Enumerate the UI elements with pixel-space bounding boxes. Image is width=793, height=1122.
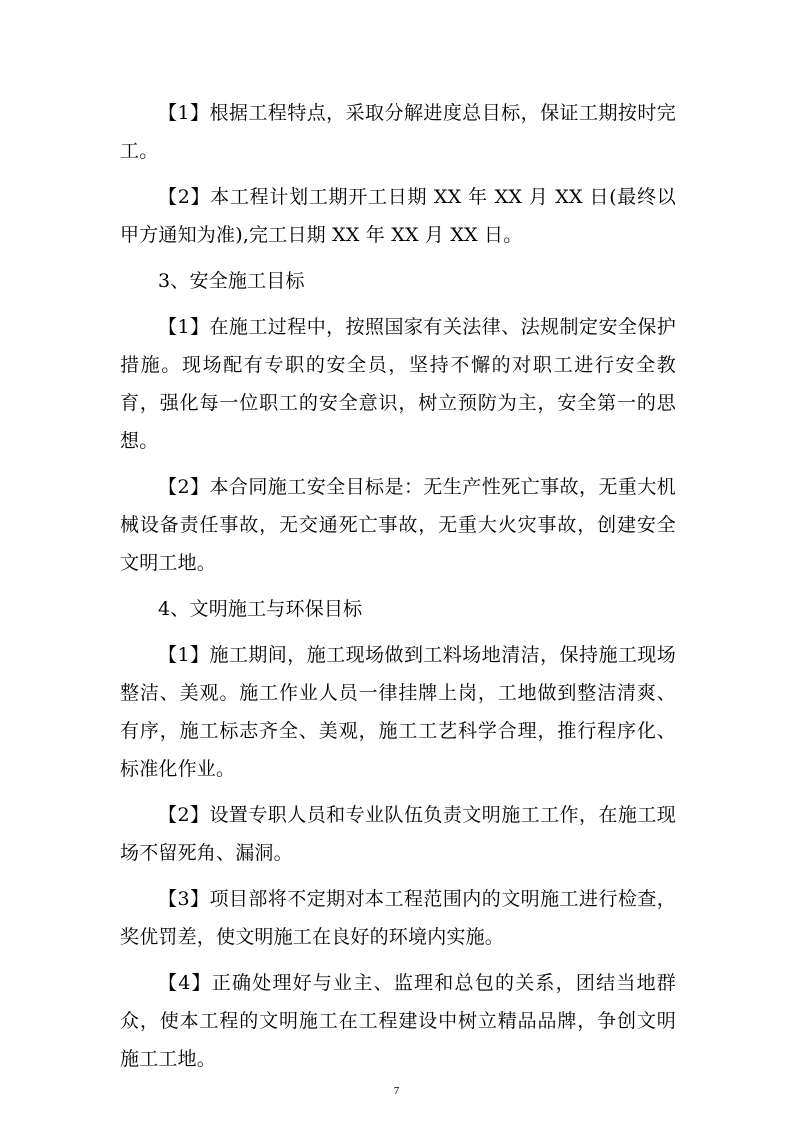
paragraph-civilized-3: 【3】项目部将不定期对本工程范围内的文明施工进行检查，奖优罚差，使文明施工在良好的环境内实施。 bbox=[120, 888, 676, 948]
paragraph-schedule-goal-1: 【1】根据工程特点，采取分解进度总目标，保证工期按时完工。 bbox=[120, 102, 676, 162]
paragraph-civilized-2: 【2】设置专职人员和专业队伍负责文明施工工作，在施工现场不留死角、漏洞。 bbox=[120, 804, 676, 864]
section-heading-safety: 3、安全施工目标 bbox=[158, 270, 305, 292]
paragraph-safety-2: 【2】本合同施工安全目标是：无生产性死亡事故，无重大机械设备责任事故，无交通死亡事故，无重大火灾事故，创建安全文明工地。 bbox=[120, 476, 676, 574]
body-text bbox=[120, 94, 676, 1078]
page-number: 7 bbox=[393, 1085, 400, 1097]
paragraph-civilized-4: 【4】正确处理好与业主、监理和总包的关系，团结当地群众，使本工程的文明施工在工程建设中树立精品品牌，争创文明施工工地。 bbox=[120, 972, 676, 1070]
paragraph-safety-1: 【1】在施工过程中，按照国家有关法律、法规制定安全保护措施。现场配有专职的安全员，坚持不懈的对职工进行安全教育，强化每一位职工的安全意识，树立预防为主，安全第一的思想。 bbox=[120, 316, 676, 452]
paragraph-schedule-goal-2: 【2】本工程计划工期开工日期 XX 年 XX 月 XX 日(最终以甲方通知为准),完工日期 XX 年 XX 月 XX 日。 bbox=[120, 186, 676, 246]
section-heading-civilized-construction: 4、文明施工与环保目标 bbox=[158, 598, 363, 620]
paragraph-civilized-1: 【1】施工期间，施工现场做到工料场地清洁，保持施工现场整洁、美观。施工作业人员一律挂牌上岗，工地做到整洁清爽、有序，施工标志齐全、美观，施工工艺科学合理，推行程序化、标准化作业。 bbox=[120, 644, 676, 780]
